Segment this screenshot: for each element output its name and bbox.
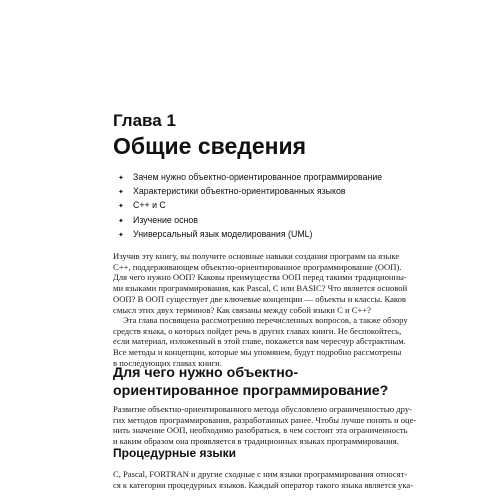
text-line: ся к категории процедурных языков. Каждый оператор такого языка является ука- xyxy=(113,479,414,490)
text-line: C, Pascal, FORTRAN и другие сходные с ним языки программирования относят- xyxy=(113,469,408,479)
topic-text: Изучение основ xyxy=(133,214,198,225)
topic-text: Характеристики объектно-ориентированных языков xyxy=(133,186,346,197)
bullet-star-icon: ✦ xyxy=(118,217,124,225)
text-line: в последующих главах книги. xyxy=(113,357,222,368)
list-item xyxy=(118,184,382,198)
text-line: средств языка, о которых пойдет речь в других главах книги. Не беспокойтесь, xyxy=(113,325,402,336)
section-paragraph xyxy=(113,404,417,447)
section-heading-line: Для чего нужно объектно- xyxy=(113,365,299,381)
text-line: C++, поддерживающем объектно-ориентированное программирование (ООП). xyxy=(113,261,402,272)
text-line: Развитие объектно-ориентированного метода обусловлено ограниченностью дру- xyxy=(113,404,412,414)
chapter-title: Общие сведения xyxy=(113,133,307,159)
text-line: и каким образом она проявляется в традиционных языках программирования. xyxy=(113,436,399,447)
list-item xyxy=(118,213,382,227)
list-item xyxy=(118,170,382,184)
topic-text: C++ и C xyxy=(133,200,166,211)
bullet-star-icon: ✦ xyxy=(118,231,124,239)
text-line: Изучив эту книгу, вы получите основные навыки создания программ на языке xyxy=(113,251,400,261)
list-item xyxy=(118,227,382,241)
chapter-topics-list xyxy=(118,170,382,241)
topic-text: Зачем нужно объектно-ориентированное программирование xyxy=(133,172,383,182)
section-heading xyxy=(113,365,388,400)
topic-text: Универсальный язык моделирования (UML) xyxy=(133,228,313,239)
chapter-number: Глава 1 xyxy=(113,111,176,130)
intro-paragraph-2 xyxy=(113,315,408,369)
text-line: ми языками программирования, как Pascal, C или BASIC? Что является основой xyxy=(113,283,408,294)
text-line: Эта глава посвящена рассмотрению перечисленных вопросов, а также обзору xyxy=(123,315,408,325)
text-line: гих методов программирования, разработанных ранее. Чтобы лучше понять и оце- xyxy=(113,414,417,425)
subsection-heading: Процедурные языки xyxy=(113,446,237,460)
section-heading-line: ориентированное программирование? xyxy=(113,382,389,399)
subsection-paragraph xyxy=(113,469,414,490)
text-line: ООП? В ООП существует две ключевые концепции — объекты и классы. Каков xyxy=(113,293,406,304)
text-line: нить значение ООП, необходимо разобраться, в чем состоит эта ограниченность xyxy=(113,425,408,436)
list-item xyxy=(118,198,382,212)
intro-paragraph-1 xyxy=(113,251,408,315)
text-line: если материал, изложенный в этой главе, покажется вам чересчур абстрактным. xyxy=(113,336,406,347)
bullet-star-icon: ✦ xyxy=(118,175,124,182)
text-line: Для чего нужно ООП? Каковы преимущества ООП перед такими традиционны- xyxy=(113,272,407,283)
text-line: смысл этих двух терминов? Как связаны между собой языки C и C++? xyxy=(113,304,371,315)
bullet-star-icon: ✦ xyxy=(118,203,124,211)
text-line: Все методы и концепции, которые мы упомянем, будут подробно рассмотрены xyxy=(113,347,402,358)
bullet-star-icon: ✦ xyxy=(118,189,124,197)
